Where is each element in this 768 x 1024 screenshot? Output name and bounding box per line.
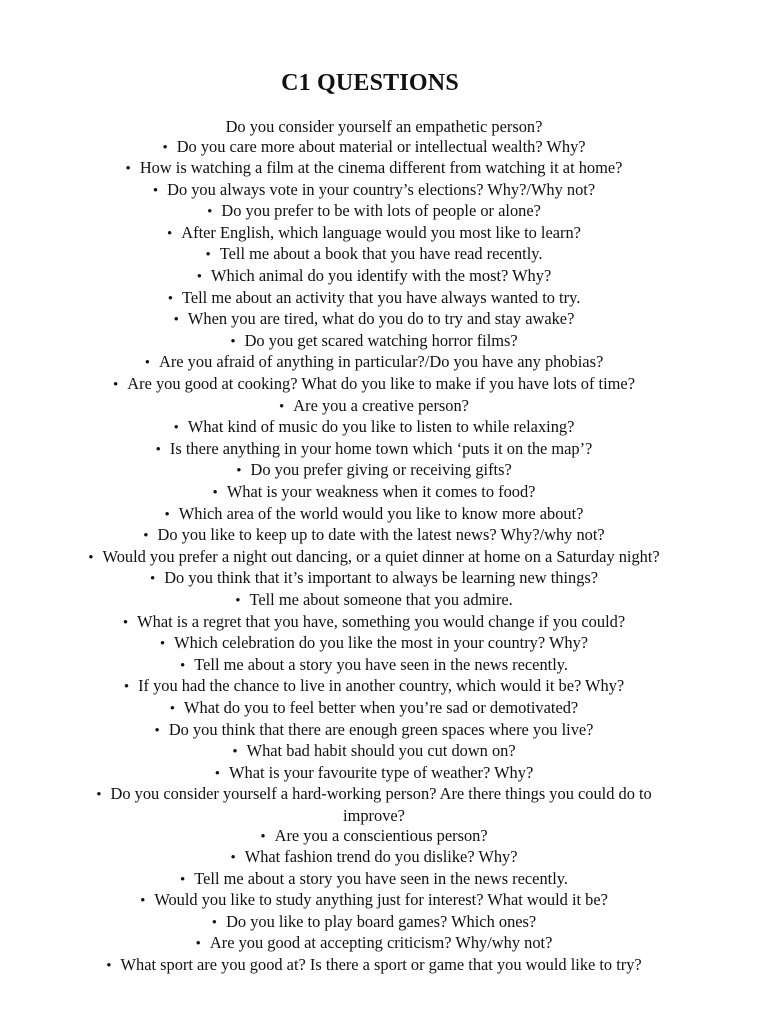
bullet-icon: • [196,269,203,286]
bullet-icon: • [173,420,179,437]
question-item [84,676,664,698]
bullet-icon: • [125,161,131,178]
question-item [84,826,664,848]
question-text: Tell me about a book that you have read recently. [219,244,543,264]
bullet-icon: • [205,247,211,264]
question-text: Are you a conscientious person? [274,825,488,845]
question-item [84,266,664,288]
question-text: Are you afraid of anything in particular?/Do you have any phobias? [159,352,604,372]
question-text: Tell me about a story you have seen in the news recently. [194,868,568,888]
question-item [84,331,664,353]
question-item [84,374,664,396]
question-item [84,612,664,634]
question-text: What bad habit should you cut down on? [246,741,516,761]
question-text: Are you a creative person? [293,395,469,415]
question-item [84,869,664,891]
question-item [84,396,664,418]
bullet-icon: • [113,377,119,394]
question-text: What is a regret that you have, something you would change if you could? [137,611,626,631]
question-text: Do you think that there are enough green spaces where you live? [168,719,594,739]
question-text: Are you good at accepting criticism? Why/why not? [209,933,553,953]
question-text: What fashion trend do you dislike? Why? [244,847,518,867]
question-text: What sport are you good at? Is there a sport or game that you would like to try? [120,955,642,975]
question-item [84,288,664,310]
question-text: What is your weakness when it comes to food? [226,482,536,501]
question-text: Do you consider yourself a hard-working person? Are there things you could do to improve? [110,784,652,825]
bullet-icon: • [164,506,170,523]
bullet-icon: • [144,355,151,372]
question-text: Would you prefer a night out dancing, or a quiet dinner at home on a Saturday night? [102,546,660,566]
question-item [84,763,664,785]
bullet-icon: • [173,312,179,329]
bullet-icon: • [279,398,285,415]
question-item [84,547,664,569]
bullet-icon: • [230,333,236,350]
question-text: Is there anything in your home town which ‘puts it on the map’? [169,438,593,458]
question-text: How is watching a film at the cinema different from watching it at home? [139,158,623,178]
question-item [84,655,664,677]
question-item [84,590,664,612]
question-item [84,417,664,439]
question-item [84,352,664,374]
question-item [84,309,664,331]
bullet-icon: • [212,485,218,501]
question-item [84,201,664,223]
question-item [84,504,664,526]
question-item [84,784,664,825]
question-text: After English, which language would you most like to learn? [181,222,581,242]
question-item [84,633,664,655]
question-text: What do you to feel better when you’re sad or demotivated? [184,697,579,717]
bullet-icon: • [167,225,173,242]
bullet-icon: • [167,290,173,307]
question-text: What kind of music do you like to listen to while relaxing? [187,417,575,437]
question-text: Which animal do you identify with the most? Why? [211,266,552,286]
bullet-icon: • [232,744,238,761]
question-text: Do you prefer giving or receiving gifts? [250,460,512,480]
question-item [84,439,664,461]
question-item [84,847,664,869]
question-text: Do you always vote in your country’s elections? Why?/Why not? [167,179,596,199]
question-item [84,482,664,504]
question-item [84,955,664,977]
question-item [84,244,664,266]
bullet-icon: • [88,549,94,566]
bullet-icon: • [155,441,161,458]
bullet-icon: • [195,936,201,953]
question-item [84,460,664,482]
question-item [84,223,664,245]
intro-question: Do you consider yourself an empathetic person? [225,117,543,136]
bullet-icon: • [149,571,156,588]
question-text: When you are tired, what do you do to try and stay awake? [187,309,575,329]
bullet-icon: • [169,700,176,717]
question-item [84,137,664,159]
question-item [84,180,664,202]
bullet-icon: • [152,182,159,199]
question-item [84,933,664,955]
bullet-icon: • [96,787,102,804]
bullet-icon: • [122,614,129,631]
bullet-icon: • [162,139,168,156]
question-text: Do you like to play board games? Which ones? [226,911,537,931]
bullet-icon: • [140,893,146,910]
question-item [84,698,664,720]
question-text: Do you like to keep up to date with the latest news? Why?/why not? [157,525,605,545]
question-text: Tell me about someone that you admire. [249,589,513,609]
question-text: Which celebration do you like the most in your country? Why? [174,633,589,653]
question-item [84,525,664,547]
question-text: What is your favourite type of weather? Why? [229,762,534,782]
question-item [84,890,664,912]
question-item [84,158,664,180]
bullet-icon: • [207,204,213,221]
question-list [84,137,664,977]
question-item [84,720,664,742]
question-item [84,741,664,763]
bullet-icon: • [260,828,266,845]
question-text: Do you prefer to be with lots of people or alone? [221,201,541,221]
question-text: Do you think that it’s important to always be learning new things? [164,568,599,588]
bullet-icon: • [179,871,186,888]
bullet-icon: • [235,592,241,609]
question-text: Do you care more about material or intellectual wealth? Why? [176,136,586,156]
question-text: Tell me about a story you have seen in the news recently. [194,654,568,674]
question-text: Do you get scared watching horror films? [244,330,518,350]
question-text: Would you like to study anything just for interest? What would it be? [154,890,608,910]
question-text: Are you good at cooking? What do you like to make if you have lots of time? [127,374,635,394]
bullet-icon: • [230,850,236,867]
question-text: Which area of the world would you like to know more about? [178,503,584,523]
bullet-icon: • [123,679,130,696]
bullet-icon: • [211,914,218,931]
bullet-icon: • [143,528,149,545]
question-text: If you had the chance to live in another country, which would it be? Why? [138,676,625,696]
bullet-icon: • [179,657,186,674]
page-title: C1 QUESTIONS [281,70,459,96]
question-item [84,912,664,934]
bullet-icon: • [236,463,242,480]
bullet-icon: • [159,636,166,653]
question-text: Tell me about an activity that you have always wanted to try. [181,287,581,307]
bullet-icon: • [214,765,221,782]
bullet-icon: • [106,958,112,975]
question-item [84,568,664,590]
bullet-icon: • [154,722,160,739]
